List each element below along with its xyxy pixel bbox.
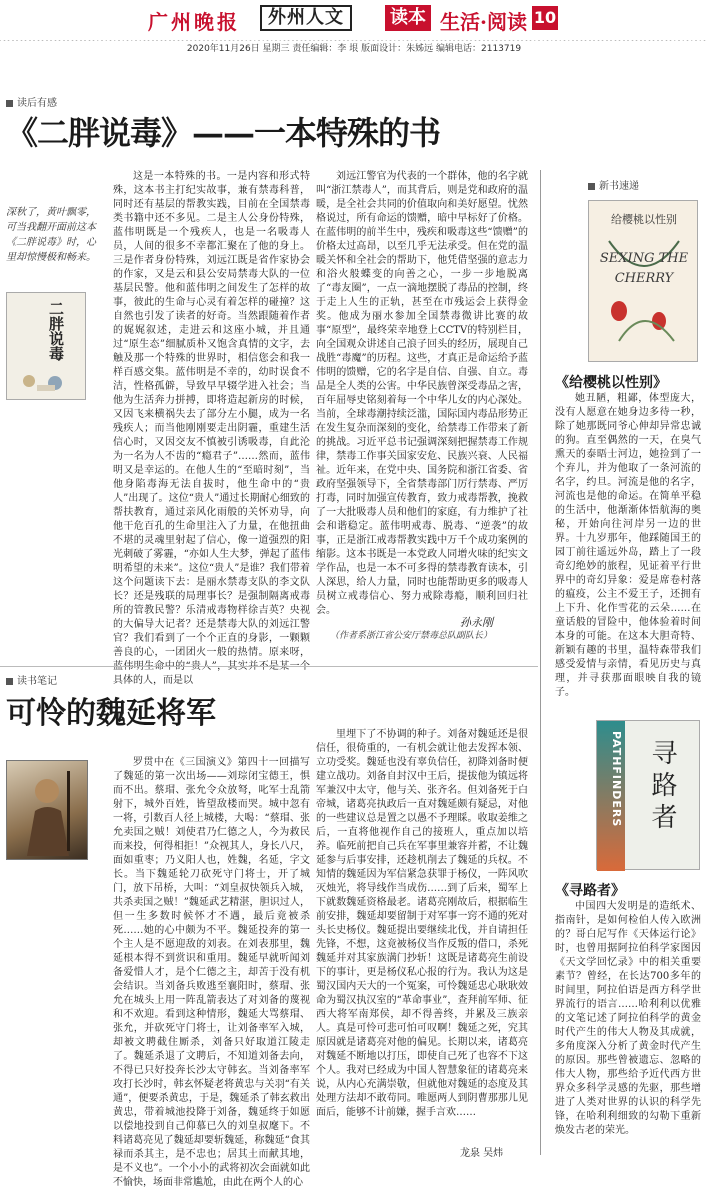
- column-divider: [540, 170, 541, 1155]
- book2-cover-title: 寻路者: [647, 739, 677, 835]
- article1-kicker-text: 读后有感: [17, 98, 57, 109]
- square-bullet-icon: [6, 678, 13, 685]
- square-bullet-icon: [6, 100, 13, 107]
- article2-signature: 龙泉 吴炜: [460, 1148, 504, 1159]
- book1-description: 她丑陋，粗鄙，体型庞大，没有人愿意在她身边多待一秒，除了她那既同爷心伸却异常忠诚的狗。直至偶然的一天，在臭气熏天的泰晤士河边，她捡到了一个弃儿，并为他取了一条河流的名字，约旦。河流是他的名字，河流也是他的命运。在简单平稳的生活中，他渐渐体悟航海的奥秘，开始向往河岸另一边的世界。十九岁那年，他踩随国王的园丁前往遥远外岛，踏上了一段奇幻绝妙的旅程，见证着平行世界中的奇幻异象：爱是席卷村落的瘟疫，公主不爱王子，还拥有上下升、化作雪花的云朵……在童话般的冒险中，他体验着时间本身的可能。在这本大胆奇特、新颖有趣的书里，温特森带我们感受爱情与亲情，看见历史与真理，并寻获那面眼映自我的镜子。: [555, 393, 701, 698]
- warrior-image: [7, 761, 89, 861]
- dateline-text: 2020年11月26日 星期三 责任编辑：李 垠 版面设计：朱姊远 编辑电话：2113719: [181, 44, 527, 54]
- article1-blurb: 深秋了，黄叶飘零，可当我翻开面前这本《二胖说毒》时，心里却惊慢极和畅来。: [6, 207, 96, 263]
- newspaper-brand: 广州晚报: [148, 10, 240, 34]
- page-number: 10: [532, 6, 558, 30]
- book2-description: 中国四大发明是的造纸术、指南针，是如何检伯人传入欧洲的？哥白尼写作《天体运行论》时，也曾用据阿拉伯科学家图因《天文学回忆录》中的相关重要素节？曾经，在长达700多年的时间里，阿拉伯语是西方科学世界流行的语言……哈利利以优雅的文笔记述了阿拉伯科学的黄金时代产生的伟大人物及其成就，多角度深入分析了黄金时代产生的原因。那些曾被遗忘、忽略的伟大人物，那些给予近代西方世界众多科学灵感的先驱，那些增进了人类对世界的认识的科学先锋，在哈利利细致的勾勒下重新焕发古老的荣光。: [555, 901, 701, 1136]
- article2-column-2: 里埋下了不协调的种子。刘备对魏延还是很信任，很倚重的，一有机会就让他去发挥本领、立功受奖。魏延也没有辜负信任，初降刘备时便建立战功。刘备自封汉中王后，提拔他为镇远将军兼汉中太守，他与关、张齐名。但刘备死于白帝城，诸葛亮执政后一直对魏延颇有疑忌，对他的一些建议总是置之以愚不予理睬。收取姜维之后，一直将他视作自己的接班人，重点加以培养。临死前把自己兵在军事里兼容并蓄，不让魏延参与后事安排，还趁机削去了魏延的兵权。不知情的魏延因为军信紧急获罪于杨仪，一阵风吹灭烛光，将导线作当成伤……到了后来，蜀军上下就数魏延资格最老。诸葛亮刚故后，根据临生前安排，魏延却要留制于对军事一窍不通的死对头长史杨仪。魏延提出要继续北伐，并自请担任先锋，不想，这竟被杨仪当作反叛的借口，杀死魏延并对其家族满门抄斩！这既是诸葛亮生前设下的事计，更是杨仪私心报的行为。我认为这是蜀汉国内天大的一个冤案，可怜魏延忠心耿耿效命为蜀汉执汉室的“革命事业”，查拜前军师、征西大将军南郑侯，却不得善终，并累及三族亲人。真是可怜可悲可怕可叹啊！魏延之死，究其原因就是诸葛亮对他的偏见。长期以来，诸葛亮对魏延不断地以打压，即使自己死了也容不下这个人。我对已经成为中国人智慧象征的诸葛亮来说，从内心充满崇敬，但就他对魏延的态度及其处理方法却不敢苟同。唯愿两人到阴曹那那儿见面后，能够不计前嫌，握手言欢……: [316, 729, 528, 1118]
- dateline: [0, 41, 708, 54]
- new-books-kicker-text: 新书速递: [599, 181, 639, 192]
- book2-cover: [596, 720, 700, 870]
- article2-kicker-text: 读书笔记: [17, 676, 57, 687]
- article2-title: 可怜的魏延将军: [6, 696, 216, 731]
- article1-column-2: 刘远江警官为代表的一个群体，他的名字就叫“浙江禁毒人”，而其背后，则是党和政府的温暖，是全社会共同的价值取向和美好愿望。忧然格说过，所有命运的馈赠，暗中早标好了价格。在蓝伟明的前半生中，残疾和吸毒这些“馈赠”的价格太过高昂，以至几乎无法承受。但在党的温暖关怀和全社会的帮助下，他凭借坚强的意志力和浴火般蝶变的向善之心，一步一步地脱离了“毒友圈”，一点一滴地摆脱了毒品的控制，终于走上人生的正轨，甚至在市残运会上获得金奖。他成为丽水参加全国禁毒微讲比赛的故事“原型”，最终荣幸地登上CCTV的特别栏目，向全国观众讲述自己浪子回头的经历，展现自己战胜“毒魔”的历程。这些，才真正是命运给予蓝伟明的馈赠，它的名字是自信、自强、自立。毒品是全人类的公害。中华民族曾深受毒品之害，百年屈辱史铭刻着每一个中华儿女的内心深处。当前，全球毒潮持续泛滥，国际国内毒品形势正在发生复杂而深刻的变化，给禁毒工作带来了新的挑战。习近平总书记强调深刻把握禁毒工作规律，禁毒工作事关国家安危、民族兴衰、人民福祉。近年来，在党中央、国务院和浙江省委、省政府坚强领导下，全省禁毒部门厉行禁毒、严厉打毒，同时加强宣传教育，致力戒毒帮教，挽救了一大批吸毒人员和他们的家庭，有力维护了社会和谐稳定。蓝伟明戒毒、脱毒、“逆袭”的故事，正是浙江戒毒帮教实践中万千个成功案例的缩影。这本书既是一本党政人同增火味的纪实文学作品，也是一本不可多得的禁毒教育读本，引人深思，给人力量，同时也能帮助更多的吸毒人员树立戒毒信心、努力戒除毒瘾，顺利回归社会。: [316, 171, 528, 616]
- section-title: 生活·阅读: [440, 10, 527, 34]
- book1-title: 《给樱桃以性别》: [555, 375, 667, 391]
- article2-illustration: [6, 760, 88, 860]
- book1-cover-en: SEXING THE CHERRY: [599, 251, 689, 286]
- new-books-kicker: [588, 177, 639, 192]
- article2-kicker: [6, 672, 57, 687]
- column-name: 外州人文: [260, 5, 352, 31]
- article2-column-1: 罗贯中在《三国演义》第四十一回描写了魏延的第一次出场——刘琮闭宝德王，惧而不出。蔡瑁、张允令众放弩，叱军士乱箭射下，城外百姓，皆望敌楼而哭。城中忽有一将，引数百人径上城楼，大喝：“蔡瑁、张允卖国之贼！刘使君乃仁德之人，今为救民而来投，何得相拒！”众视其人，身长八尺，面如重枣；乃义阳人也，姓魏，名延，字文长。当下魏延轮刀砍死守门将士，开了城门，放下吊桥，大叫：“刘皇叔快领兵入城，共杀卖国之贼！”魏延武艺精湛，胆识过人，但一生多数时候怀才不遇，最后竟被杀死……她的心中颇为不平。魏延投奔的第一个主人是不愿迎敌的刘表。在刘表那里，魏延根本得不到赏识和重用。魏延早就听闻刘备爱惜人才，是个仁德之主，却苦于没有机会结识。当刘备兵败逃至襄阳时，蔡瑁、张允在城头上用一阵乱箭表达了对刘备的蔑视和不欢迎。看到这种情形，魏延大骂蔡瑁、张允，并砍死守门将士，让刘备率军入城，却被文聘截住厮杀，刘备只好取道江陵走了。魏延杀退了文聘后，不知道刘备去向，不得已只好投奔长沙太守韩玄。当刘备率军攻打长沙时，韩玄怀疑老将黄忠与关羽“有关通”，便要杀黄忠，于是，魏延杀了韩玄救出黄忠，带着城池投降于刘备，魏延终于如愿以偿地投到自己仰慕已久的刘皇叔麾下。不料诸葛亮见了魏延却要斩魏延，称魏延“食其禄而杀其主，是不忠也；居其土而献其地，是不义也”。一个小小的武将初次会面就如此不愉快，场面非常尴尬，由此在两个人的心: [113, 757, 310, 1188]
- book2-title: 《寻路者》: [555, 883, 625, 899]
- read-tag: 读本: [385, 5, 431, 31]
- square-bullet-icon: [588, 183, 595, 190]
- book1-cover: [588, 200, 698, 362]
- article1-kicker: [6, 94, 57, 109]
- article1-book-cover: [6, 292, 86, 400]
- book2-cover-en: PATHFINDERS: [610, 731, 623, 828]
- section-divider: [0, 666, 538, 667]
- article1-author-note: （作者系浙江省公安厅禁毒总队副队长）: [330, 631, 493, 641]
- article1-column-1: 这是一本特殊的书。一是内容和形式特殊，这本书主打纪实故事，兼有禁毒科普，同时还有基层的帮教实践，目前在全国禁毒类书籍中还不多见。二是主人公身份特殊，蓝伟明既是一个残疾人，也是一名吸毒人员，人间的很多不幸都汇聚在了他的身上。三是作者身份特殊，刘远江既是省作家协会的作家，又是云和县公安局禁毒大队的一位基层民警。他和蓝伟明之间发生了怎样的故事，彼此的生命与心灵有着怎样的碰撞？这自然也引发了读者的好奇。当然跟随着作者的娓娓叙述，走进云和这座小城，并且通过“原生态”细腻质朴又饱含真情的文字，去触及那一个特殊的世界时，相信您会和我一样百感交集。蓝伟明是不幸的，幼时误食不洁，性格孤僻，导致早早辍学进入社会；当他为生活奔力拼搏，即将造起新房的时候，又因飞来横祸失去了部分左小腿，成为一名残疾人；而当他刚刚要走出阴霾，重建生活信心时，又因交友不慎被引诱吸毒，自此沦为一名为人不齿的“瘾君子”……然而，蓝伟明又是幸运的。在他人生的“至暗时刻”，当他身陷毒海无法自拔时，他生命中的“贵人”出现了。这位“贵人”通过长期耐心细致的帮扶教育，通过亲风化雨般的关怀劝导，向他干危百孔的生命里注入了力量，在他扭曲不堪的灵魂里射起了信心，像一道强烈的阳光刺破了雾霾，“亦如人生大梦，弹起了蓝伟明希望的未来”。这位“贵人”是谁？我们带着这个问题读下去：是丽水禁毒支队的李文队长？还是残联的局理事长？是强制隔离戒毒所的管教民警？乐清戒毒物样徐吉英？央视的大偏导大记者？还是禁毒大队的刘远江警官？我们看到了一个个正直的身影，一颗颗善良的心，一团团火一般的热情。原来呀， 具体的人，而是以: [113, 171, 310, 686]
- masthead: [0, 0, 708, 40]
- book-cover-title: 二胖说毒: [47, 301, 65, 361]
- article1-title: 《二胖说毒》——一本特殊的书: [6, 114, 441, 152]
- article1-signature: 孙永刚: [460, 616, 493, 629]
- book1-cover-title: 给樱桃以性别: [611, 213, 677, 226]
- cover-illustration: [15, 371, 77, 393]
